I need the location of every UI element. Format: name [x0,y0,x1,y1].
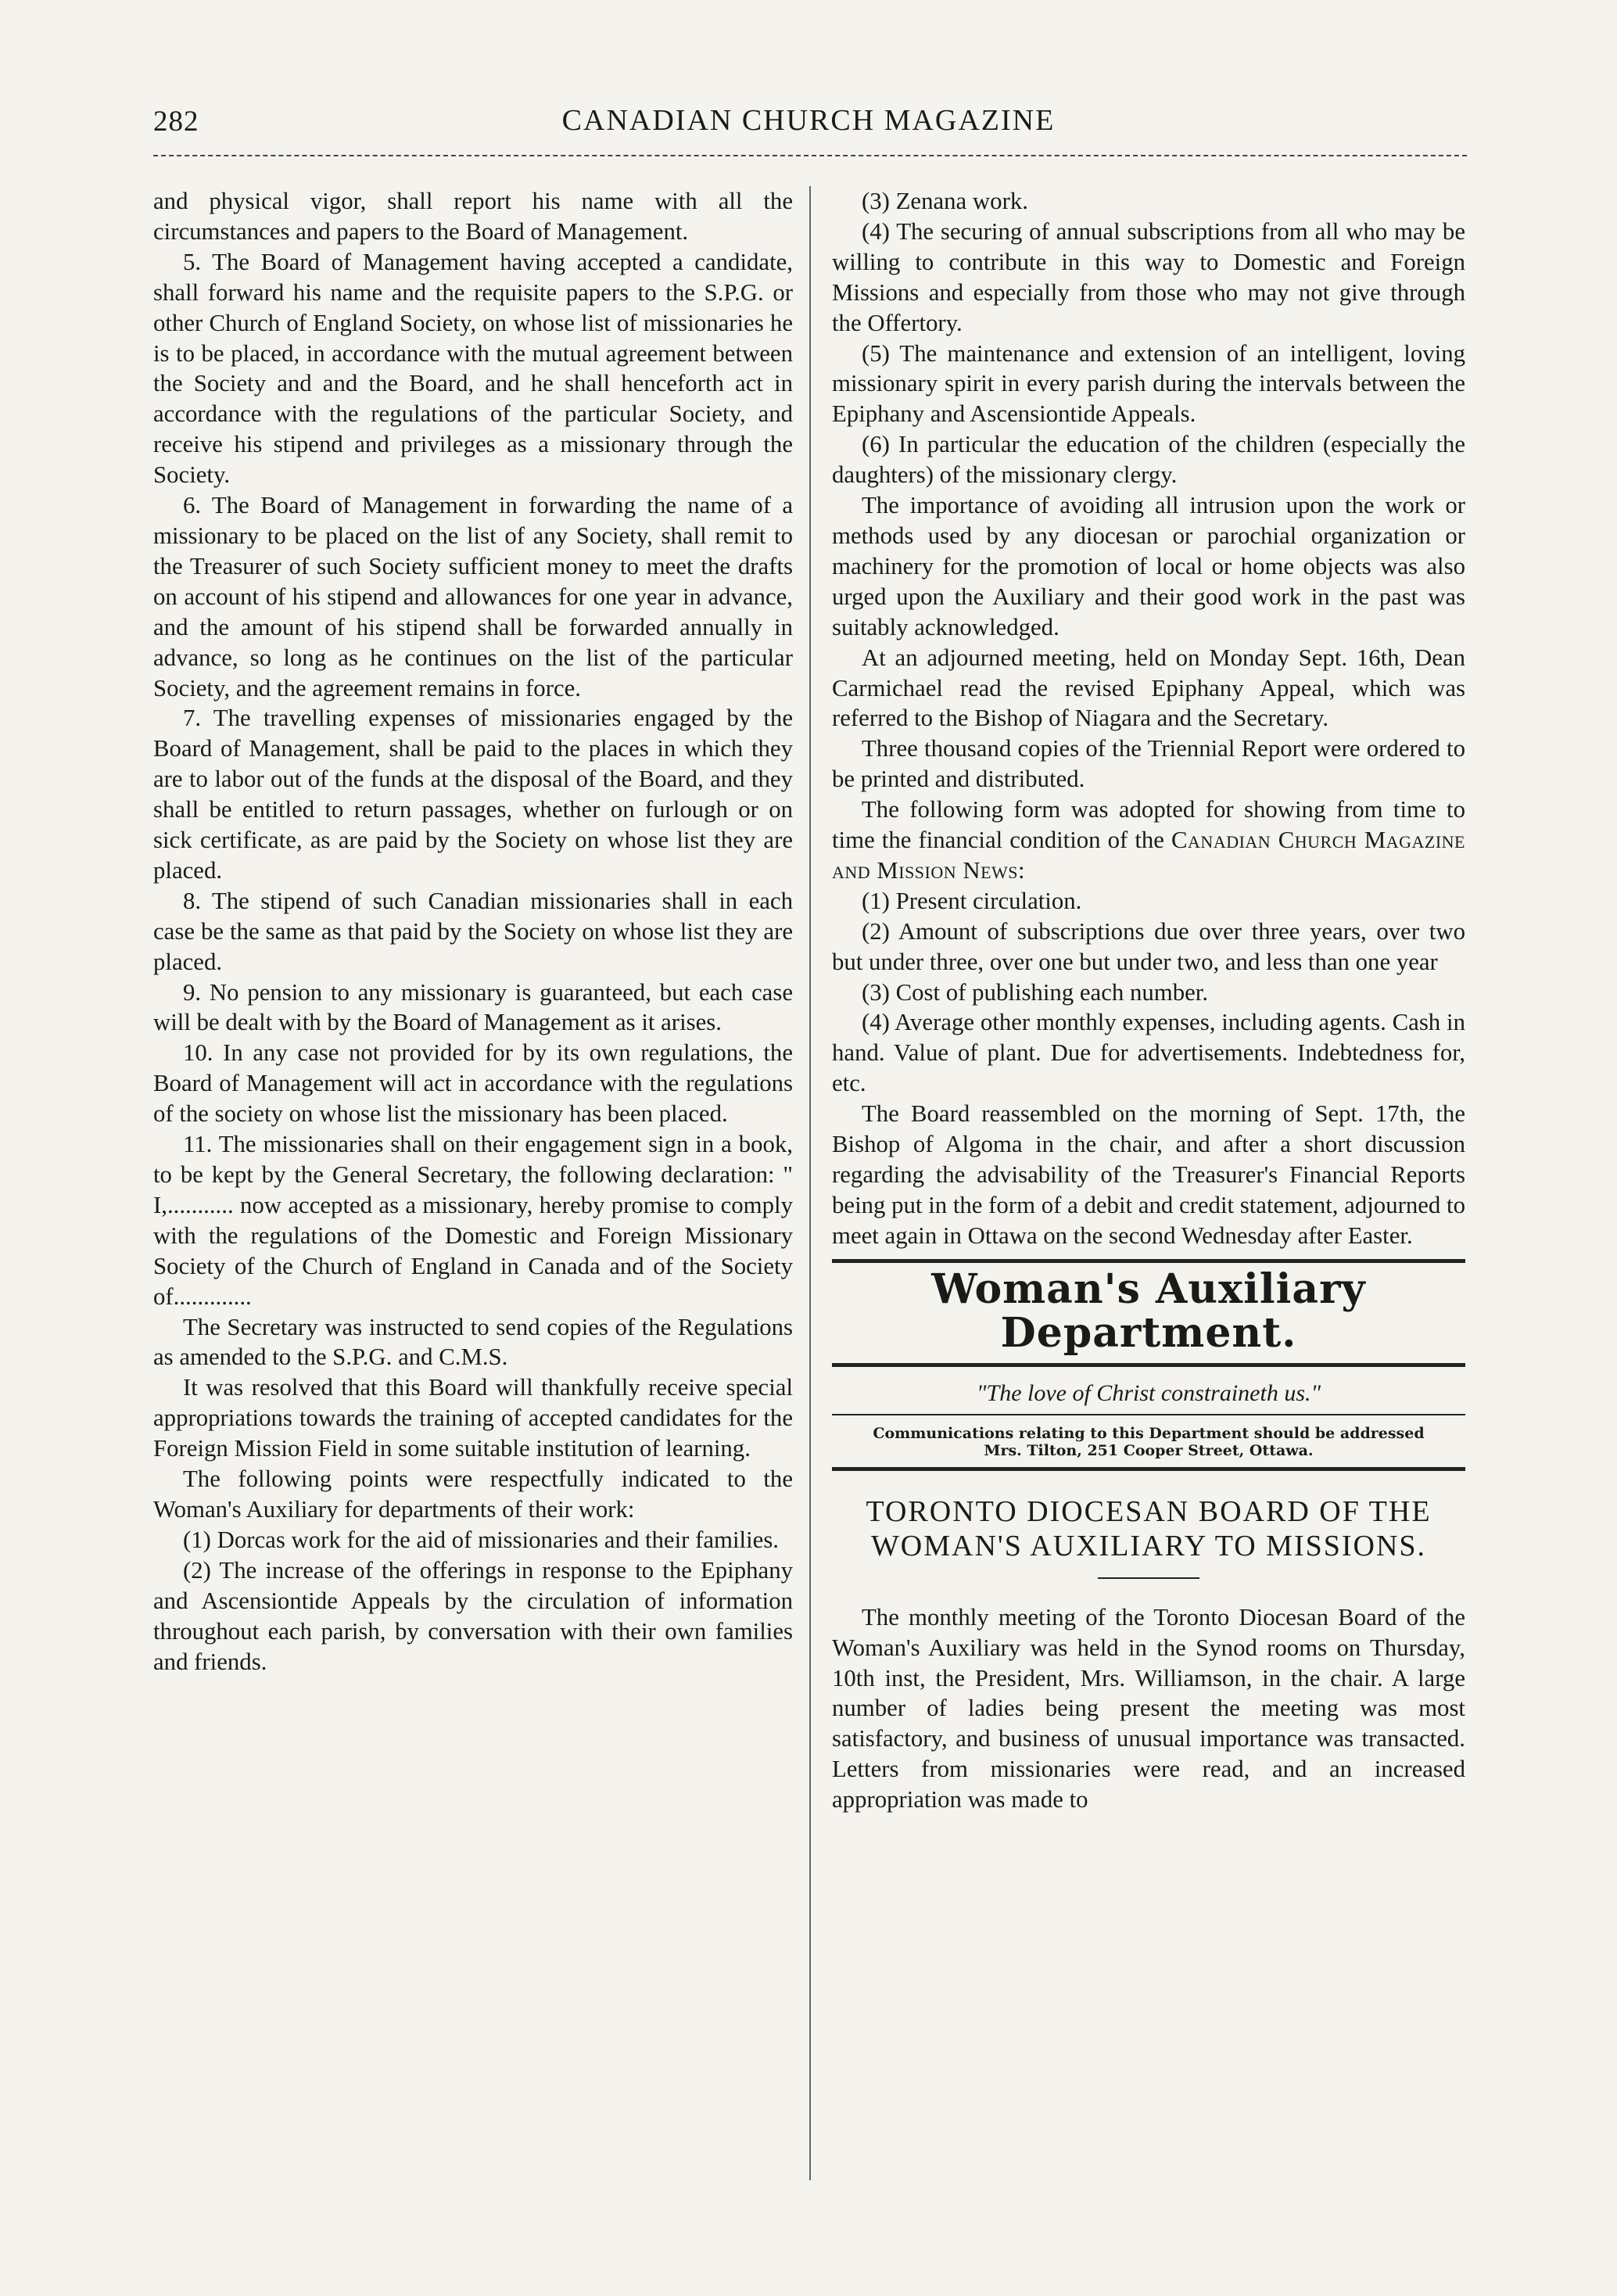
paragraph: 6. The Board of Management in forwarding the name of a missionary to be placed on the list of any Society, shall remit to the Treasurer of such Society sufficient money to meet the drafts on account of his stipend and allowances for one year in advance, and the amount of his stipend shall be forwarded annually in advance, so long as he continues on the list of the particular Society, and the agreement remains in force. [153,492,793,701]
paragraph: Three thousand copies of the Triennial Report were ordered to be printed and distributed. [832,735,1465,793]
paragraph: The monthly meeting of the Toronto Diocesan Board of the Woman's Auxiliary was held in the Synod rooms on Thursday, 10th inst, the President, Mrs. Williamson, in the chair. A large number of ladies being present the meeting was most satisfactory, and business of unusual importance was transacted. Letters from missionaries were read, and an increased appropriation was made to [832,1603,1465,1813]
department-title: Woman's Auxiliary Department. [931,1265,1366,1357]
paragraph: The Secretary was instructed to send copies of the Regulations as amended to the S.P.G. and C.M.S. [153,1313,793,1371]
paragraph: 10. In any case not provided for by its own regulations, the Board of Management will act in accordance with the regulations of the society on whose list the missionary has been placed. [153,1039,793,1128]
paragraph: 9. No pension to any missionary is guaranteed, but each case will be dealt with by the Board of Management as it arises. [153,978,793,1036]
department-motto: "The love of Christ constraineth us." [976,1379,1321,1406]
motto-rule [832,1414,1465,1415]
right-column [832,186,1465,1815]
paragraph: (3) Zenana work. [862,188,1028,214]
form-item: (3) Cost of publishing each number. [862,978,1209,1006]
paragraph: 5. The Board of Management having accepted a candidate, shall forward his name and the requisite papers to the S.P.G. or other Church of England Society, on whose list of missionaries he is to be placed, in accordance with the mutual agreement between the Society and and the Board, and he shall henceforth act in accordance with the regulations of the particular Society, and receive his stipend and privileges as a missionary through the Society. [153,248,793,489]
department-rule-top [832,1259,1465,1263]
paragraph: (2) The increase of the offerings in response to the Epiphany and Ascensiontide Appeals by the circulation of information throughout each parish, by conversation with their own families and friends. [153,1556,793,1675]
paragraph [832,795,1465,886]
notice-rule [832,1467,1465,1471]
magazine-title: Canadian Church Magazine and Mission News [832,827,1465,884]
form-intro-end: : [1018,856,1025,884]
paragraph: At an adjourned meeting, held on Monday Sept. 16th, Dean Carmichael read the revised Epiphany Appeal, which was referred to the Bishop of Niagara and the Secretary. [832,644,1465,732]
department-rule-bottom [832,1363,1465,1367]
paragraph: It was resolved that this Board will thankfully receive special appropriations towards the training of accepted candidates for the Foreign Mission Field in some suitable institution of learning. [153,1374,793,1462]
form-item: (4) Average other monthly expenses, including agents. Cash in hand. Value of plant. Due for advertisements. Indebtedness for, etc. [832,1009,1465,1097]
paragraph: (6) In particular the education of the children (especially the daughters) of the missionary clergy. [832,431,1465,489]
form-item: (1) Present circulation. [862,887,1082,914]
notice-line: Mrs. Tilton, 251 Cooper Street, Ottawa. [984,1441,1314,1459]
page-number: 282 [153,106,199,138]
paragraph: and physical vigor, shall report his name with all the circumstances and papers to the Board of Management. [153,188,793,245]
column-divider [809,186,811,2180]
notice-line: Communications relating to this Department should be addressed [873,1424,1425,1442]
paragraph: The following points were respectfully indicated to the Woman's Auxiliary for departments of their work: [153,1465,793,1523]
paragraph: The importance of avoiding all intrusion upon the work or methods used by any diocesan or parochial organization or machinery for the promotion of local or home objects was also urged upon the Auxiliary and their good work in the past was suitably acknowledged. [832,492,1465,640]
paragraph: (4) The securing of annual subscriptions from all who may be willing to contribute in this way to Domestic and Foreign Missions and especially from those who may not give through the Offertory. [832,217,1465,336]
board-heading: TORONTO DIOCESAN BOARD OF THE WOMAN'S AUXILIARY TO MISSIONS. [866,1494,1432,1562]
form-item: (2) Amount of subscriptions due over three years, over two but under three, over one but under two, and less than one year [832,917,1465,975]
paragraph: 7. The travelling expenses of missionaries engaged by the Board of Management, shall be paid to the places in which they are to labor out of the funds at the disposal of the Board, and they shall be entitled to return passages, whether on furlough or on sick certificate, as are paid by the Society on whose list they are placed. [153,705,793,884]
short-rule [1098,1577,1199,1579]
running-head: CANADIAN CHURCH MAGAZINE [561,104,1056,137]
paragraph: 8. The stipend of such Canadian missionaries shall in each case be the same as that paid by the Society on whose list they are placed. [153,887,793,975]
form-intro-text: The following form was adopted for showing from time to time the financial condition of the [832,796,1465,854]
paragraph: 11. The missionaries shall on their engagement sign in a book, to be kept by the General Secretary, the following declaration: " I,........... now accepted as a missionary, hereby promise to comply with the regulations of the Domestic and Foreign Missionary Society of the Church of England in Canada and of the Society of............. [153,1131,793,1310]
paragraph: (5) The maintenance and extension of an intelligent, loving missionary spirit in every parish during the intervals between the Epiphany and Ascensiontide Appeals. [832,339,1465,428]
header-rule [153,155,1467,156]
paragraph: The Board reassembled on the morning of Sept. 17th, the Bishop of Algoma in the chair, and after a short discussion regarding the advisability of the Treasurer's Financial Reports being put in the form of a debit and credit statement, adjourned to meet again in Ottawa on the second Wednesday after Easter. [832,1100,1465,1249]
left-column [153,186,793,1677]
paragraph: (1) Dorcas work for the aid of missionaries and their families. [183,1526,779,1553]
department-notice [832,1425,1465,1459]
